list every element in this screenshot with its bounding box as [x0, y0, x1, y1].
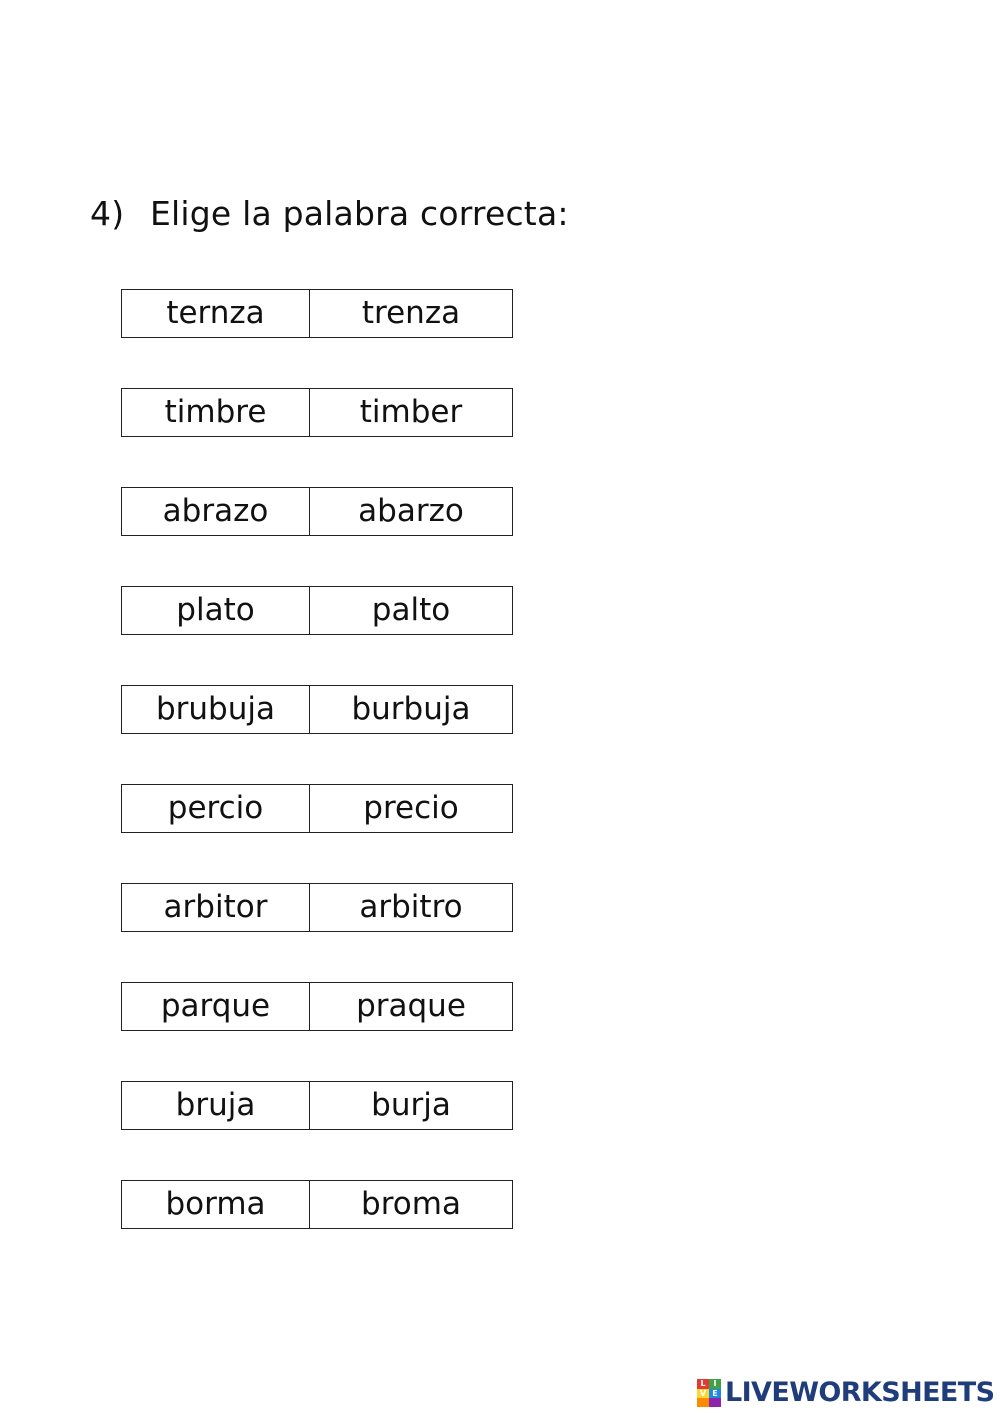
- word-pair-7: [121, 883, 513, 932]
- word-option-left[interactable]: plato: [122, 587, 310, 634]
- exercise-number: 4): [90, 194, 125, 233]
- word-option-right[interactable]: trenza: [361, 294, 461, 331]
- word-pair-8: [121, 982, 513, 1031]
- logo-tile-blank: [709, 1398, 721, 1407]
- word-option-left[interactable]: bruja: [122, 1082, 310, 1129]
- logo-tile-v: V: [697, 1389, 709, 1398]
- word-pair-1: [121, 289, 513, 338]
- word-option-right[interactable]: precio: [363, 789, 459, 826]
- word-option-right[interactable]: timber: [359, 393, 463, 430]
- word-option-left[interactable]: timbre: [122, 389, 310, 436]
- logo-tile-e: E: [709, 1389, 721, 1398]
- word-pair-6: [121, 784, 513, 833]
- word-option-left[interactable]: ternza: [122, 290, 310, 337]
- word-option-right[interactable]: praque: [356, 987, 466, 1024]
- word-option-left[interactable]: borma: [122, 1181, 310, 1228]
- word-pair-3: [121, 487, 513, 536]
- word-pair-2: [121, 388, 513, 437]
- word-choice-list: [121, 289, 513, 1279]
- logo-tile-blank: [697, 1398, 709, 1407]
- instruction-text: Elige la palabra correcta:: [150, 194, 569, 233]
- word-option-right[interactable]: arbitro: [359, 888, 463, 925]
- word-option-right[interactable]: burja: [371, 1086, 451, 1123]
- word-pair-10: [121, 1180, 513, 1229]
- word-pair-9: [121, 1081, 513, 1130]
- word-option-left[interactable]: arbitor: [122, 884, 310, 931]
- word-option-right[interactable]: burbuja: [351, 690, 471, 727]
- word-option-right[interactable]: broma: [361, 1185, 461, 1222]
- word-pair-4: [121, 586, 513, 635]
- word-option-right[interactable]: palto: [371, 591, 451, 628]
- logo-tile-l: L: [697, 1379, 709, 1389]
- word-option-left[interactable]: brubuja: [122, 686, 310, 733]
- word-option-left[interactable]: abrazo: [122, 488, 310, 535]
- word-pair-5: [121, 685, 513, 734]
- word-option-right[interactable]: abarzo: [358, 492, 464, 529]
- logo-tile-i: I: [709, 1379, 721, 1389]
- liveworksheets-logo: [697, 1376, 994, 1410]
- liveworksheets-logo-icon: [697, 1379, 721, 1407]
- word-option-left[interactable]: parque: [122, 983, 310, 1030]
- exercise-instruction: [90, 188, 569, 240]
- word-option-left[interactable]: percio: [122, 785, 310, 832]
- liveworksheets-logo-text: LIVEWORKSHEETS: [725, 1377, 995, 1408]
